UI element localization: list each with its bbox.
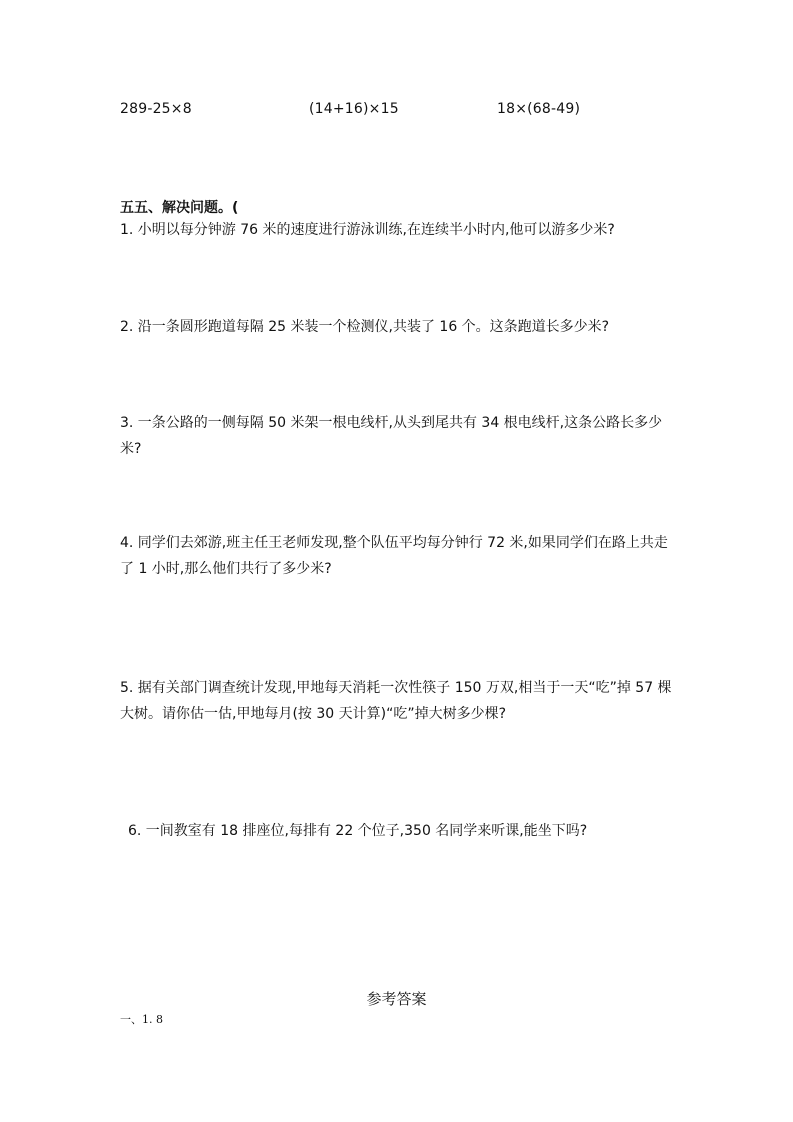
problem-5: 5. 据有关部门调查统计发现,甲地每天消耗一次性筷子 150 万双,相当于一天“吃”掉 57 棵大树。请你估一估,甲地每月(按 30 天计算)“吃”掉大树多少棵? <box>120 680 672 722</box>
problem-3: 3. 一条公路的一侧每隔 50 米架一根电线杆,从头到尾共有 34 根电线杆,这条公路长多少米? <box>120 415 663 457</box>
problem-6: 6. 一间教室有 18 排座位,每排有 22 个位子,350 名同学来听课,能坐下吗? <box>128 823 588 839</box>
problem-4: 4. 同学们去郊游,班主任王老师发现,整个队伍平均每分钟行 72 米,如果同学们在路上共走了 1 小时,那么他们共行了多少米? <box>120 535 668 577</box>
answer-line: 一、1. 8 <box>120 1013 163 1026</box>
section-title: 五五、解决问题。( <box>120 200 239 216</box>
problem-1: 1. 小明以每分钟游 76 米的速度进行游泳训练,在连续半小时内,他可以游多少米? <box>120 222 615 238</box>
expression-2: (14+16)×15 <box>309 101 399 117</box>
answer-title: 参考答案 <box>366 990 427 1008</box>
expression-3: 18×(68-49) <box>497 101 581 117</box>
expression-1: 289-25×8 <box>120 101 192 117</box>
problem-2: 2. 沿一条圆形跑道每隔 25 米装一个检测仪,共装了 16 个。这条跑道长多少米? <box>120 319 610 335</box>
